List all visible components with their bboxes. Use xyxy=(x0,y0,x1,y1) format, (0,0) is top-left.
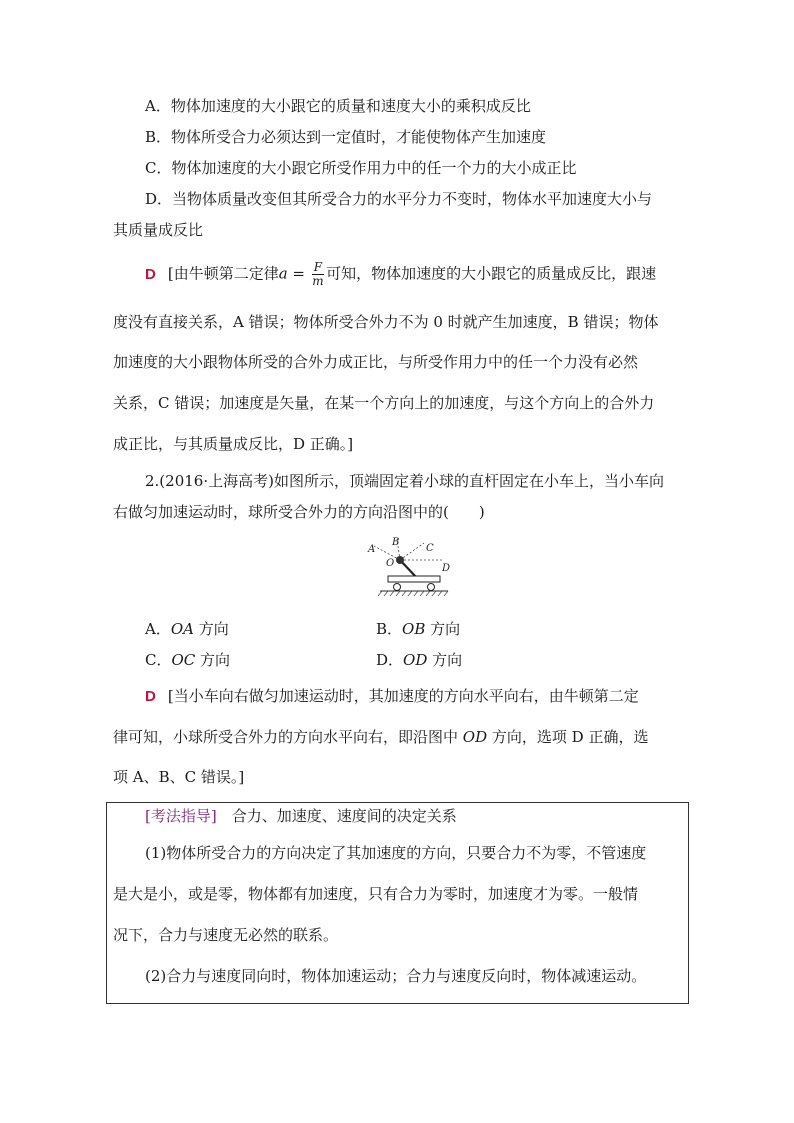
guide-p1-line1: (1)物体所受合力的方向决定了其加速度的方向，只要合力不为零，不管速度 xyxy=(145,844,647,862)
q1-option-a: A．物体加速度的大小跟它的质量和速度大小的乘积成反比 xyxy=(145,97,531,115)
q2-option-b-suffix: 方向 xyxy=(425,620,461,638)
guide-p1-line2: 是大是小，或是零，物体都有加速度，只有合力为零时，加速度才为零。一般情 xyxy=(113,885,639,903)
guide-p1-line3: 况下，合力与速度无必然的联系。 xyxy=(113,926,339,944)
q2-stem-line2: 右做匀加速运动时，球所受合外力的方向沿图中的( ) xyxy=(113,503,485,521)
q1-explanation-line4: 关系，C 错误；加速度是矢量，在某一个方向上的加速度，与这个方向上的合外力 xyxy=(113,394,655,412)
q1-expl-var: a xyxy=(278,264,288,283)
q2-expl-l2-prefix: 律可知，小球所受合外力的方向水平向右，即沿图中 xyxy=(113,728,463,746)
q2-expl-l1-text: [当小车向右做匀加速运动时，其加速度的方向水平向右，由牛顿第二定 xyxy=(167,687,639,705)
q1-explanation-line3: 加速度的大小跟物体所受的合外力成正比，与所受作用力中的任一个力没有必然 xyxy=(113,353,639,371)
cart-body xyxy=(388,576,440,582)
q1-explanation-line2: 度没有直接关系，A 错误；物体所受合外力不为 0 时就产生加速度，B 错误；物体 xyxy=(113,313,659,331)
q2-explanation-line1 xyxy=(145,686,639,707)
q2-expl-l2-suffix: 方向，选项 D 正确，选 xyxy=(487,728,649,746)
q2-option-a-suffix: 方向 xyxy=(193,620,229,638)
wheel-right xyxy=(428,584,435,591)
label-d: D xyxy=(442,563,451,574)
q2-option-d-var: OD xyxy=(403,651,428,669)
guide-p2: (2)合力与速度同向时，物体加速运动；合力与速度反向时，物体减速运动。 xyxy=(145,967,647,985)
q1-fraction xyxy=(312,261,324,288)
guide-tag: [考法指导] xyxy=(145,807,217,825)
q1-option-d-line1: D．当物体质量改变但其所受合力的水平分力不变时，物体水平加速度大小与 xyxy=(145,190,653,208)
q1-explanation-line5: 成正比，与其质量成反比，D 正确。] xyxy=(113,435,354,453)
q1-expl-suffix: 可知，物体加速度的大小跟它的质量成反比，跟速 xyxy=(326,264,657,283)
q2-option-c xyxy=(145,650,230,670)
q1-expl-prefix: [由牛顿第二定律 xyxy=(167,264,279,283)
q1-fraction-numerator: F xyxy=(313,260,323,274)
q2-option-a-var: OA xyxy=(170,620,194,638)
q2-option-b xyxy=(376,619,460,639)
q2-option-b-var: OB xyxy=(402,620,426,638)
ball xyxy=(396,556,404,564)
q2-option-c-prefix: C． xyxy=(145,651,172,669)
q1-option-d-line2: 其质量成反比 xyxy=(113,221,204,239)
q2-explanation-line2 xyxy=(113,727,648,747)
q1-expl-eq: = xyxy=(287,264,310,283)
label-o: O xyxy=(386,558,395,569)
q2-option-d xyxy=(376,650,462,670)
q2-option-d-prefix: D． xyxy=(376,651,404,669)
wheel-left xyxy=(394,584,401,591)
guide-heading xyxy=(145,806,457,826)
cart-figure xyxy=(360,533,460,607)
guide-title: 合力、加速度、速度间的决定关系 xyxy=(216,807,457,825)
q2-option-b-prefix: B． xyxy=(376,620,403,638)
q1-explanation-line1 xyxy=(145,261,656,288)
q1-option-c: C．物体加速度的大小跟它所受作用力中的任一个力的大小成正比 xyxy=(145,159,577,177)
q2-expl-l2-var: OD xyxy=(462,728,488,746)
q2-explanation-line3: 项 A、B、C 错误。] xyxy=(113,768,245,786)
q2-option-a-prefix: A． xyxy=(145,620,171,638)
q2-option-c-var: OC xyxy=(171,651,196,669)
q1-fraction-denominator: m xyxy=(312,274,324,288)
label-a: A xyxy=(368,544,376,555)
q2-option-a xyxy=(145,619,229,639)
q1-answer-letter: D xyxy=(145,265,156,283)
q2-option-d-suffix: 方向 xyxy=(427,651,463,669)
q2-option-c-suffix: 方向 xyxy=(195,651,231,669)
line-oc xyxy=(400,543,424,560)
q1-option-b: B．物体所受合力必须达到一定值时，才能使物体产生加速度 xyxy=(145,128,547,146)
label-c: C xyxy=(426,543,434,554)
q2-stem-line1: 2.(2016·上海高考)如图所示，顶端固定着小球的直杆固定在小车上，当小车向 xyxy=(145,472,664,490)
q2-answer-letter: D xyxy=(145,688,156,705)
ground-hatching xyxy=(378,591,448,596)
label-b: B xyxy=(392,537,400,548)
